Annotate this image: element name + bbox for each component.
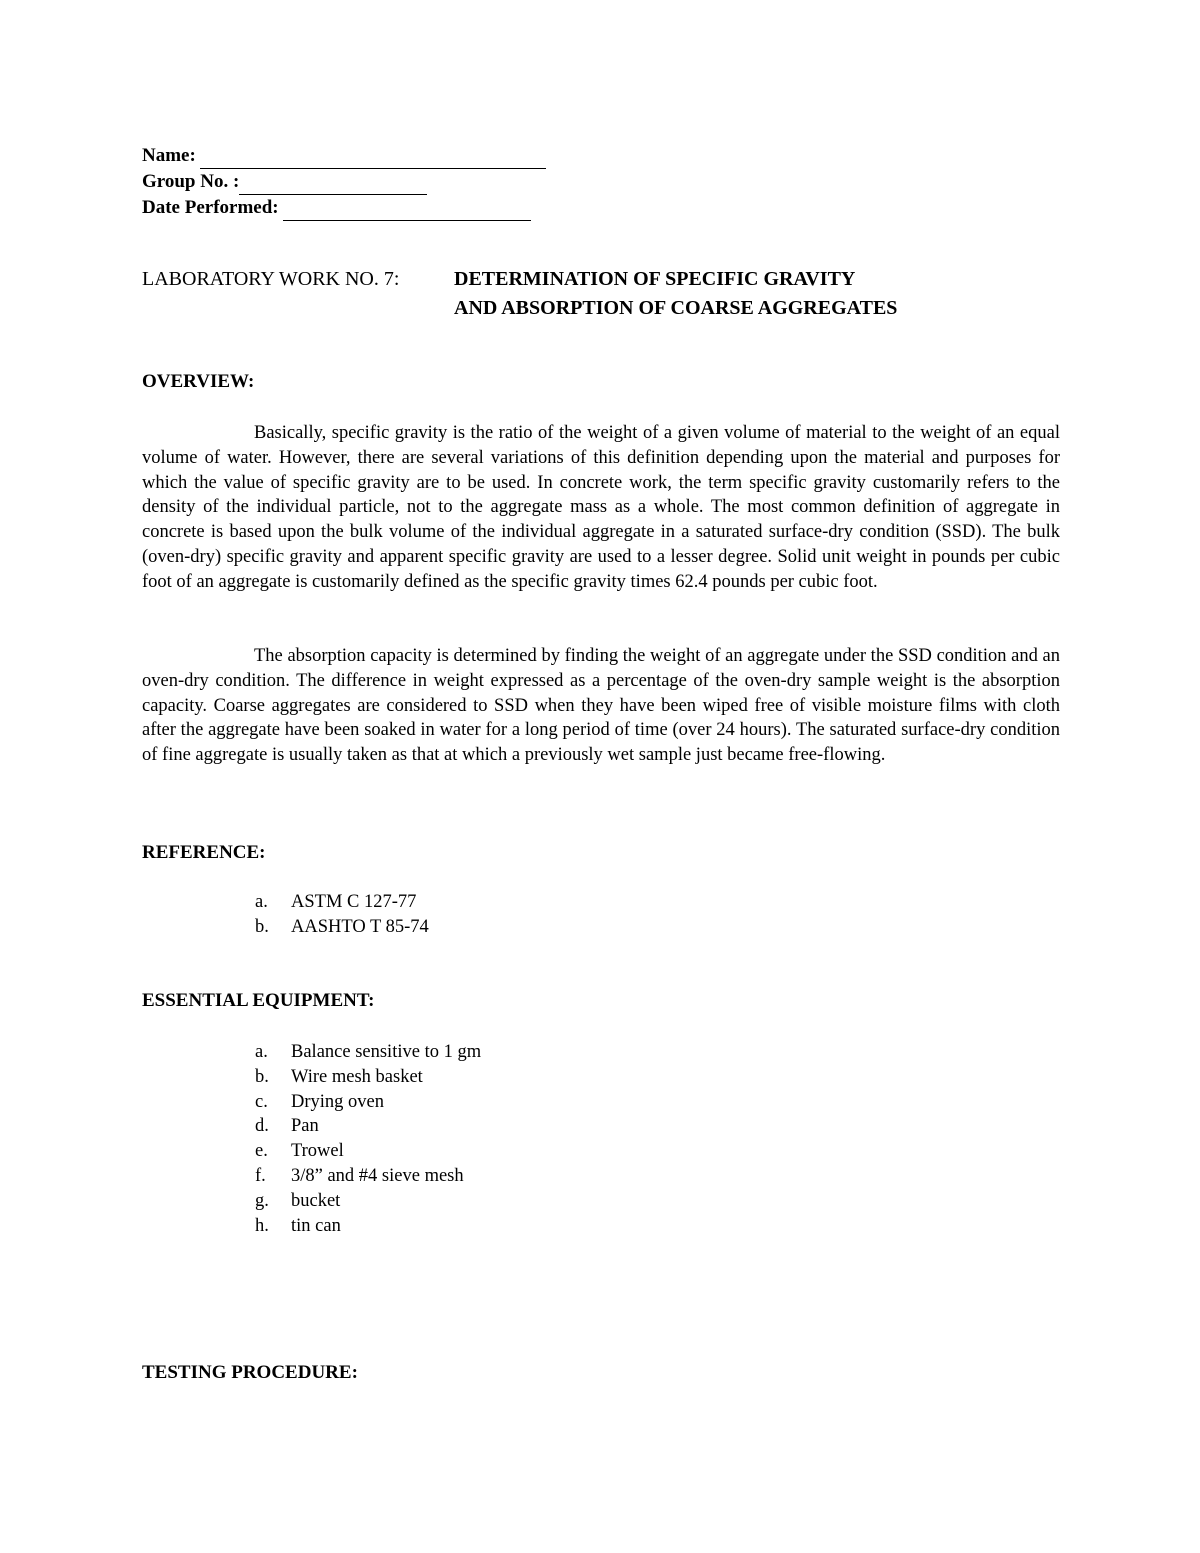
date-blank-line <box>283 202 531 221</box>
list-marker: e. <box>255 1141 268 1162</box>
equipment-list <box>255 1040 481 1238</box>
list-marker: c. <box>255 1091 268 1112</box>
name-row <box>142 143 546 169</box>
equipment-heading: ESSENTIAL EQUIPMENT: <box>142 990 375 1011</box>
list-item-text: Trowel <box>291 1141 344 1162</box>
overview-heading: OVERVIEW: <box>142 371 255 392</box>
list-marker: a. <box>255 892 268 912</box>
list-item <box>255 1139 481 1164</box>
group-label: Group No. : <box>142 171 240 192</box>
group-blank-line <box>239 176 427 195</box>
lab-number: LABORATORY WORK NO. 7: <box>142 268 400 290</box>
list-item-text: bucket <box>291 1190 341 1211</box>
lab-title-line-1: DETERMINATION OF SPECIFIC GRAVITY <box>454 268 856 290</box>
lab-title-line-2: AND ABSORPTION OF COARSE AGGREGATES <box>454 297 898 319</box>
list-item <box>255 915 429 940</box>
list-item <box>255 1065 481 1090</box>
list-item-text: 3/8” and #4 sieve mesh <box>291 1165 464 1186</box>
date-label: Date Performed: <box>142 197 279 218</box>
list-item-text: Pan <box>291 1116 319 1137</box>
list-item-text: tin can <box>291 1215 341 1236</box>
lab-title-text <box>454 265 897 323</box>
name-blank-line <box>200 150 546 169</box>
list-item <box>255 1040 481 1065</box>
list-item-text: Drying oven <box>291 1091 384 1112</box>
list-item <box>255 1214 481 1239</box>
list-item <box>255 1114 481 1139</box>
overview-paragraph-1: Basically, specific gravity is the ratio of the weight of a given volume of material to the weight of an equal volume of water. However, there are several variations of this definition depending upon the material and purposes for which the value of specific gravity are to be used. In concrete work, the term specific gravity customarily refers to the density of the individual particle, not to the aggregate mass as a whole. The most common definition of aggregate in concrete is based upon the bulk volume of the individual aggregate in a saturated surface-dry condition (SSD). The bulk (oven-dry) specific gravity and apparent specific gravity are used to a lesser degree. Solid unit weight in pounds per cubic foot of an aggregate is customarily defined as the specific gravity times 62.4 pounds per cubic foot. <box>142 423 1060 592</box>
list-marker: g. <box>255 1190 269 1211</box>
list-marker: d. <box>255 1116 269 1137</box>
procedure-heading: TESTING PROCEDURE: <box>142 1362 358 1383</box>
list-item-text: Wire mesh basket <box>291 1066 423 1087</box>
list-item <box>255 890 429 915</box>
list-item <box>255 1090 481 1115</box>
list-marker: b. <box>255 916 269 937</box>
list-marker: b. <box>255 1066 269 1087</box>
date-row <box>142 195 546 221</box>
group-row <box>142 169 546 195</box>
list-marker: a. <box>255 1042 268 1062</box>
list-item-text: Balance sensitive to 1 gm <box>291 1042 482 1062</box>
list-item <box>255 1164 481 1189</box>
overview-paragraph-2: The absorption capacity is determined by finding the weight of an aggregate under the SSD condition and an oven-dry condition. The difference in weight expressed as a percentage of the oven-dry sample weight is the absorption capacity. Coarse aggregates are considered to SSD when they have been wiped free of visible moisture films with cloth after the aggregate have been soaked in water for a long period of time (over 24 hours). The saturated surface-dry condition of fine aggregate is usually taken as that at which a previously wet sample just became free-flowing. <box>142 646 1060 766</box>
list-marker: f. <box>255 1165 266 1186</box>
list-item-text: AASHTO T 85-74 <box>291 916 429 937</box>
list-marker: h. <box>255 1215 269 1236</box>
reference-heading: REFERENCE: <box>142 842 266 863</box>
list-item <box>255 1189 481 1214</box>
name-label: Name: <box>142 145 196 166</box>
list-item-text: ASTM C 127-77 <box>291 892 417 912</box>
lab-title <box>142 265 897 323</box>
reference-list <box>255 890 429 940</box>
student-info-block <box>142 143 546 221</box>
